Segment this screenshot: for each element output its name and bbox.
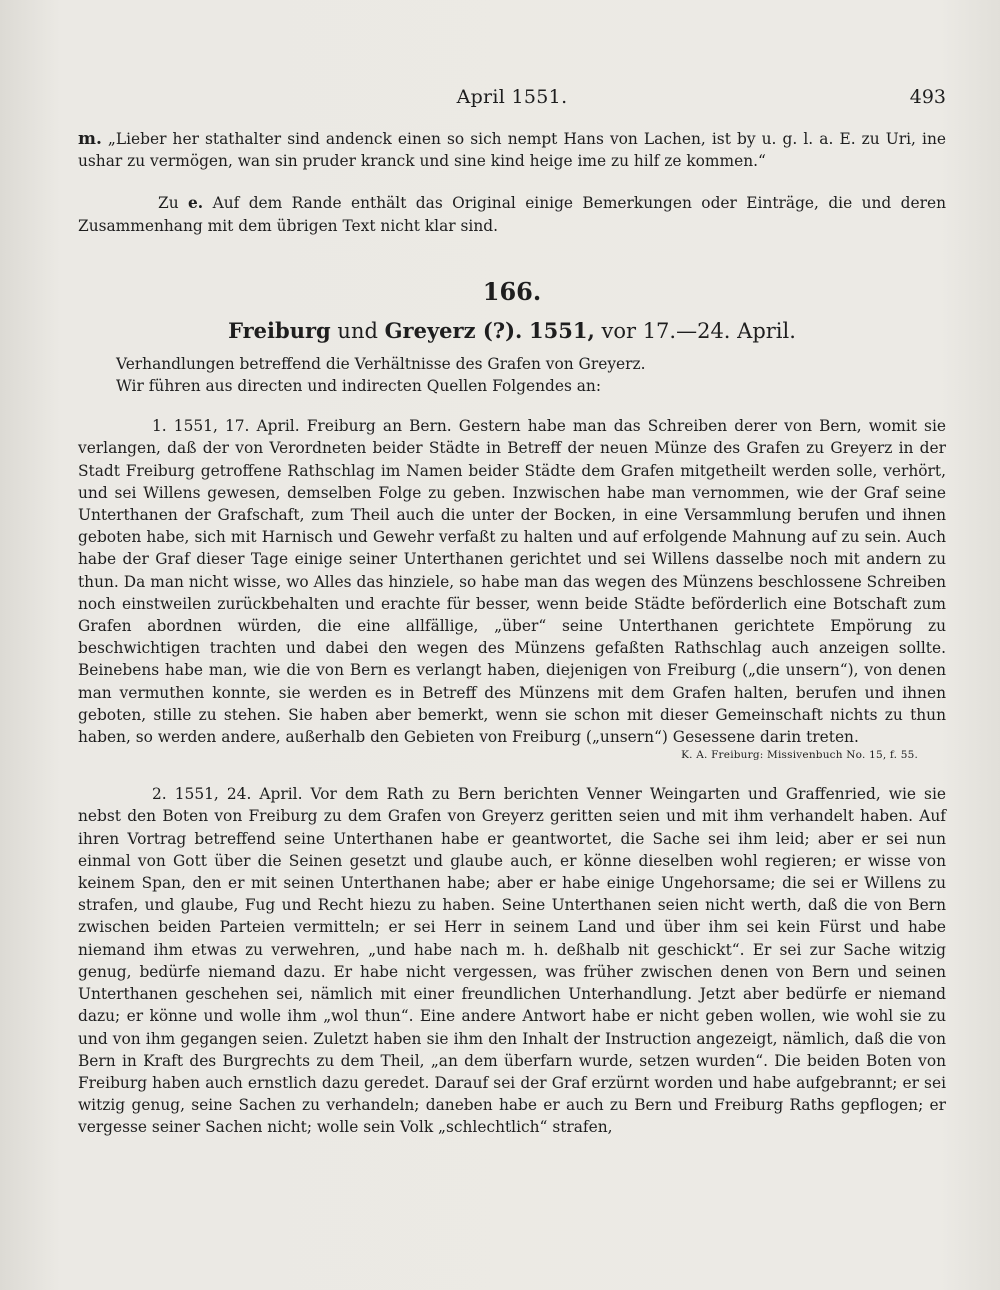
- entry-2-text: 2. 1551, 24. April. Vor dem Rath zu Bern berichten Venner Weingarten und Graffenried, wie sie nebst den Boten von Freiburg zu dem Grafen von Greyerz geritten seien und mit ihm verhandelt haben. Auf ihren Vortrag betreffend seine Unterthanen habe er geantwortet, die Sache sei ihm leid; aber er sei nun einmal von Gott über die Seinen gesetzt und glaube auch, er könne dieselben wohl regieren; er wisse von keinem Span, den er mit seinen Unterthanen habe; aber er habe einige Ungehorsame; die sei er Willens zu strafen, und glaube, Fug und Recht hiezu zu haben. Seine Unterthanen seien nicht werth, daß die von Bern zwischen beiden Parteien vermitteln; er sei Herr in seinem Land und über ihm sei kein Fürst und habe niemand ihm etwas zu verwehren, „und habe nach m. h. deßhalb nit geschickt“. Er sei zur Sache witzig genug, bedürfe niemand dazu. Er habe nicht vergessen, was früher zwischen denen von Bern und seinen Unterthanen geschehen sei, nämlich mit einer freundlichen Unterhandlung. Jetzt aber bedürfe er niemand dazu; er könne und wolle ihm „wol thun“. Eine andere Antwort habe er nicht geben wollen, wie wohl sie zu und von ihm gegangen seien. Zuletzt haben sie ihm den Inhalt der Instruction angezeigt, nämlich, daß die von Bern in Kraft des Burgrechts zu dem Theil, „an dem überfarn wurde, setzen wurden“. Die beiden Boten von Freiburg haben auch ernstlich dazu geredet. Darauf sei der Graf erzürnt worden und habe aufgebrannt; er sei witzig genug, seine Sachen zu verhandeln; daneben habe er auch zu Bern und Freiburg Raths gepflogen; er vergesse seiner Sachen nicht; wolle sein Volk „schlechtlich“ strafen,: [78, 785, 946, 1137]
- document-title: [78, 318, 946, 343]
- document-summary-1: Verhandlungen betreffend die Verhältnisse des Grafen von Greyerz.: [116, 354, 646, 373]
- title-place: Freiburg: [228, 317, 331, 343]
- entry-1-text: 1. 1551, 17. April. Freiburg an Bern. Gestern habe man das Schreiben derer von Bern, womit sie verlangen, daß der von Verordneten beider Städte in Betreff der neuen Münze des Grafen zu Greyerz in der Stadt Freiburg getroffene Rathschlag im Namen beider Städte dem Grafen mitgetheilt werden solle, verhört, und sei Willens gewesen, demselben Folge zu geben. Inzwischen habe man vernommen, wie der Graf seine Unterthanen der Grafschaft, zum Theil auch die unter der Bocken, in eine Versammlung berufen und ihnen geboten habe, sich mit Harnisch und Gewehr verfaßt zu halten und auf erfolgende Mahnung auf zu sein. Auch habe der Graf dieser Tage einige seiner Unterthanen gerichtet und sei Willens dasselbe noch mit andern zu thun. Da man nicht wisse, wo Alles das hinziele, so habe man das wegen des Münzens beschlossene Schreiben noch einstweilen zurückbehalten und erachte für besser, wenn beide Städte beförderlich eine Botschaft zum Grafen abordnen würden, die eine allfällige, „über“ seine Unterthanen gerichtete Empörung zu beschwichtigen trachten und dabei den wegen des Münzens gefaßten Rathschlag auch anzeigen sollte. Beinebens habe man, wie die von Bern es verlangt haben, diejenigen von Freiburg („die unsern“), von denen man vermuthen konnte, sie werden es in Betreff des Münzens mit dem Grafen halten, berufen und ihnen geboten, stille zu stehen. Sie haben aber bemerkt, wenn sie schon mit dieser Gemeinschaft nichts zu thun haben, so werden andere, außerhalb den Gebieten von Freiburg („unsern“) Gesessene darin treten.: [78, 417, 946, 747]
- footnote-e-prefix: Zu: [158, 194, 179, 213]
- title-place-2: Greyerz (?).: [384, 317, 523, 343]
- title-date: vor 17.—24. April.: [601, 318, 796, 343]
- footnote-e-text: Auf dem Rande enthält das Original einige Bemerkungen oder Einträge, die und deren Zusammenhang mit dem übrigen Text nicht klar sind.: [78, 194, 946, 235]
- page-number: 493: [909, 86, 946, 108]
- running-title: April 1551.: [456, 86, 568, 108]
- footnote-e: [78, 192, 946, 236]
- footnote-m-text: „Lieber her stathalter sind andenck einen so sich nempt Hans von Lachen, ist by u. g. l. a. E. zu Uri, ine ushar zu vermögen, wan sin pruder kranck und sine kind heige ime zu hilf ze kommen.“: [78, 130, 946, 171]
- footnote-m-label: m.: [78, 129, 102, 149]
- footnote-m: [78, 128, 946, 172]
- title-und: und: [337, 318, 378, 343]
- page-content: [78, 86, 946, 1139]
- document-summary-2: Wir führen aus directen und indirecten Quellen Folgendes an:: [116, 377, 602, 396]
- footnote-e-label: e.: [188, 194, 204, 213]
- page-header: [78, 86, 946, 116]
- entry-1-source: K. A. Freiburg: Missivenbuch No. 15, f. 55.: [681, 749, 918, 762]
- title-year: 1551,: [529, 317, 595, 343]
- document-number: 166.: [482, 276, 542, 306]
